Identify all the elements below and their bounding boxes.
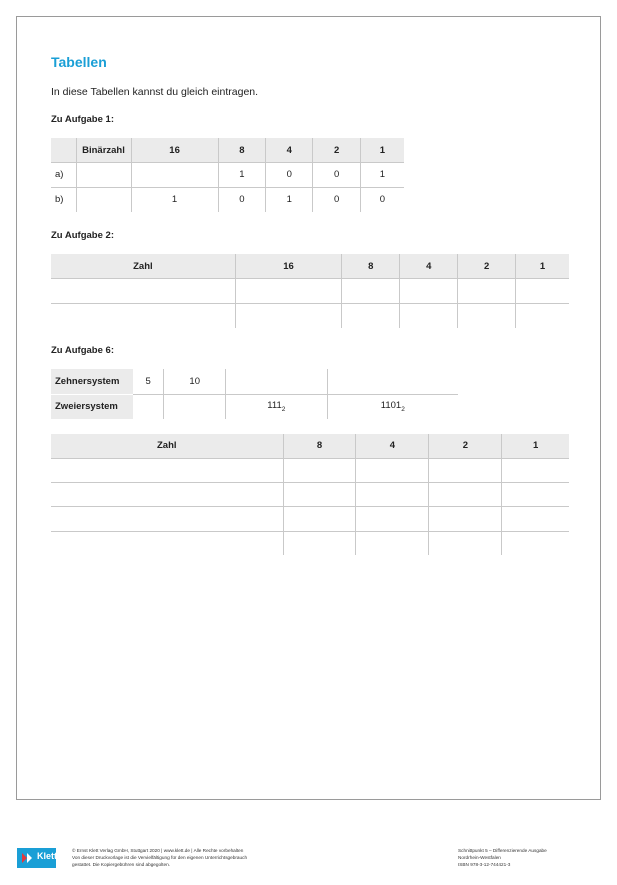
footer-line: gestattet. Die Kopiergebühren sind abgegolten. [72,862,170,867]
table-header-cell: Zahl [51,254,235,279]
table-header-cell: Binärzahl [76,138,131,163]
table-header-cell [51,138,76,163]
table-cell[interactable] [76,163,131,188]
table-row [51,163,404,188]
table-header-cell: 8 [218,138,265,163]
table-cell[interactable]: 0 [313,163,360,188]
footer-line: © Ernst Klett Verlag GmbH, Stuttgart 2020 | www.klett.de | Alle Rechte vorbehalten [72,848,244,853]
logo-text: Klett [37,851,57,861]
table-cell[interactable] [226,369,328,394]
table-cell[interactable] [235,279,342,304]
table-cell[interactable]: 5 [133,369,164,394]
table-cell[interactable] [327,369,458,394]
row-label: Zweiersystem [51,394,133,419]
row-label: Zehnersystem [51,369,133,394]
table-cell[interactable] [516,279,569,304]
table-cell[interactable] [429,483,502,507]
table-header-cell: 1 [360,138,404,163]
table-cell[interactable] [502,507,569,531]
table-cell[interactable] [131,163,218,188]
footer-book-info [458,847,547,868]
table-header-cell: 2 [458,254,516,279]
section2-heading: Zu Aufgabe 2: [51,230,114,241]
table-header-cell: 1 [516,254,569,279]
klett-mark-icon [21,851,33,865]
table-cell[interactable] [235,303,342,328]
table-header-cell: 16 [235,254,342,279]
table-header-cell: 4 [356,434,429,458]
table-cell[interactable] [51,483,283,507]
table-row [51,279,569,304]
table-cell[interactable] [342,303,400,328]
table-cell[interactable] [458,303,516,328]
table-row [51,303,569,328]
table-cell[interactable] [502,483,569,507]
table-header-row [51,434,569,458]
table-cell[interactable] [458,279,516,304]
table-cell[interactable] [133,394,164,419]
table-cell[interactable] [283,531,356,555]
row-label: a) [51,163,76,188]
table-cell[interactable] [429,507,502,531]
binary-table-1 [51,138,404,212]
table-cell[interactable] [76,187,131,212]
table-row [51,187,404,212]
table-cell[interactable] [51,458,283,482]
table-cell[interactable] [516,303,569,328]
number-system-table [51,369,458,419]
table-cell[interactable]: 0 [266,163,313,188]
klett-logo [17,848,56,868]
table-cell[interactable]: 1 [131,187,218,212]
table-row [51,531,569,555]
page-title: Tabellen [51,54,107,70]
table-cell[interactable]: 1 [218,163,265,188]
section6-heading: Zu Aufgabe 6: [51,345,114,356]
table-cell[interactable] [429,531,502,555]
binary-table-2 [51,254,569,328]
table-cell[interactable] [51,303,235,328]
table-cell[interactable]: $1101_2$ [327,394,458,419]
table-row [51,458,569,482]
table-cell[interactable]: 0 [379,194,386,205]
table-cell[interactable] [283,458,356,482]
table-header-cell: 8 [342,254,400,279]
table-cell[interactable] [342,279,400,304]
table-header-cell: 2 [313,138,360,163]
table-cell[interactable] [51,279,235,304]
table-header-row [51,254,569,279]
table-header-cell: 8 [283,434,356,458]
section1-heading: Zu Aufgabe 1: [51,114,114,125]
table-cell[interactable] [502,531,569,555]
footer-line: Von dieser Druckvorlage ist die Vervielfältigung für den eigenen Unterrichtsgebrauch [72,855,248,860]
table-header-row [51,138,404,163]
table-cell[interactable]: 10 [164,369,226,394]
table-cell[interactable]: 0 [313,187,360,212]
table-row [51,483,569,507]
footer-line: Schnittpunkt 5 – Differenzierende Ausgabe [458,848,547,853]
footer-line: ISBN 978-3-12-744421-3 [458,862,511,867]
table-row [51,369,458,394]
table-cell[interactable]: 0 [218,187,265,212]
table-cell[interactable] [356,507,429,531]
table-cell[interactable] [429,458,502,482]
intro-text: In diese Tabellen kannst du gleich eintragen. [51,86,259,98]
table-cell[interactable]: 1 [360,163,404,188]
table-cell[interactable] [356,531,429,555]
table-cell[interactable] [356,483,429,507]
table-header-cell: 4 [266,138,313,163]
table-header-cell: 4 [400,254,458,279]
binary-table-3 [51,434,569,555]
table-cell[interactable] [51,531,283,555]
table-cell[interactable]: $111_2$ [226,394,328,419]
table-cell[interactable] [51,507,283,531]
footer-copyright [72,847,247,868]
table-header-cell: 1 [502,434,569,458]
table-row [51,507,569,531]
table-cell[interactable] [400,303,458,328]
table-cell[interactable] [502,458,569,482]
table-cell[interactable] [356,458,429,482]
table-header-cell: Zahl [51,434,283,458]
row-label: b) [51,187,76,212]
footer-line: Nordrhein-Westfalen [458,855,501,860]
table-cell[interactable] [283,507,356,531]
table-header-cell: 16 [131,138,218,163]
table-row [51,394,458,419]
table-cell[interactable]: 1 [266,187,313,212]
table-header-cell: 2 [429,434,502,458]
table-cell[interactable] [400,279,458,304]
table-cell[interactable] [283,483,356,507]
table-cell[interactable] [164,394,226,419]
